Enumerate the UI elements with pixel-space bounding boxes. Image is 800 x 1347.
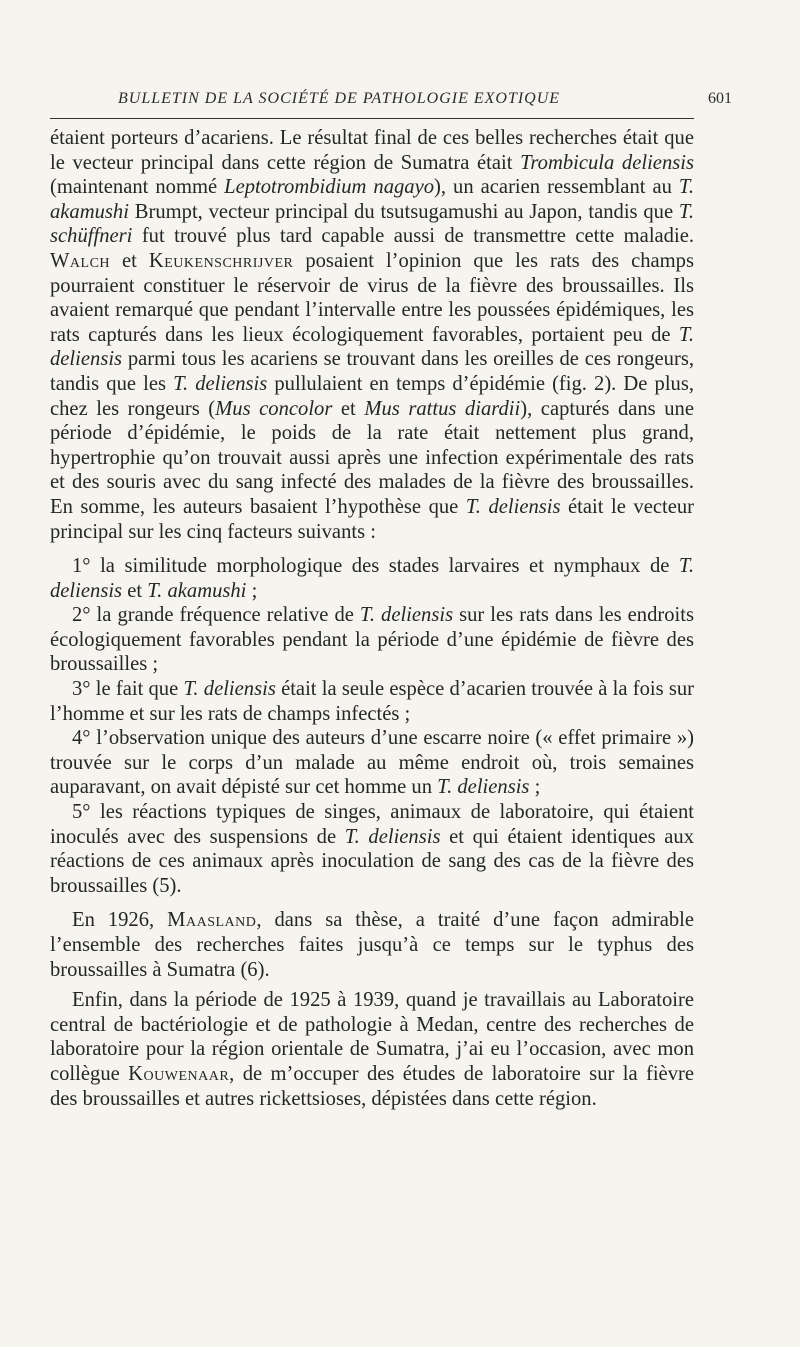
- italic-term: T. deliensis: [183, 678, 276, 701]
- text-run: et: [110, 249, 149, 272]
- paragraph: [50, 988, 694, 1111]
- text-run: et: [122, 579, 148, 602]
- text-run: et qui étaient identiques aux réactions de ces animaux après inoculation de sang des cas de la fièvre des broussailles (5).: [50, 825, 694, 897]
- italic-term: T. deliensis: [359, 604, 454, 627]
- text-run: 3° le fait que: [72, 678, 184, 701]
- text-run: et: [332, 397, 365, 420]
- italic-term: Mus concolor: [215, 397, 333, 420]
- italic-term: Trombicula deliensis: [520, 151, 694, 174]
- text-run: parmi tous les acariens se trouvant dans les oreilles de ces rongeurs, tandis que les: [50, 348, 694, 395]
- header-rule: [50, 118, 694, 119]
- text-run: sur les rats dans les endroits écologiquement favorables pendant la période d’une épidémie de fièvre des broussailles ;: [50, 604, 694, 676]
- italic-term: T. schüffneri: [50, 200, 694, 248]
- italic-term: T. deliensis: [50, 555, 694, 602]
- italic-term: Mus rattus diardii: [364, 397, 521, 420]
- list-item-4: [50, 726, 694, 800]
- list-item-5: [50, 800, 694, 898]
- text-run: , dans sa thèse, a traité d’une façon admirable l’ensemble des recherches faites jusqu’à ce temps sur le typhus des broussailles à Sumatra (6).: [50, 909, 694, 981]
- body-text: [50, 126, 694, 1111]
- text-run: était la seule espèce d’acarien trouvée à la fois sur l’homme et sur les rats de champs infectés ;: [50, 678, 694, 725]
- text-run: , de m’occuper des études de laboratoire sur la fièvre des broussailles et autres rickettsioses, dépistées dans cette région.: [50, 1062, 694, 1110]
- text-run: ;: [529, 776, 541, 799]
- italic-term: T. deliensis: [437, 776, 530, 799]
- text-run: Brumpt, vecteur principal du tsutsugamushi au Japon, tandis que: [128, 200, 679, 223]
- text-run: 2° la grande fréquence relative de: [72, 604, 360, 627]
- list-item-2: [50, 603, 694, 677]
- text-run: fut trouvé plus tard capable aussi de transmettre cette maladie.: [132, 225, 694, 248]
- list-item-1: [50, 554, 694, 603]
- author-name: Maasland: [167, 909, 257, 932]
- author-name: Keukenschrijver: [148, 249, 294, 272]
- text-run: Enfin, dans la période de 1925 à 1939, quand je travaillais au Laboratoire central de bactériologie et de pathologie à Medan, centre des recherches de laboratoire pour la région orientale de Sumatra, j’ai eu l’occasion, avec mon collègue: [50, 989, 694, 1085]
- italic-term: T. deliensis: [344, 825, 441, 848]
- italic-term: T. deliensis: [50, 323, 694, 371]
- text-run: était le vecteur principal sur les cinq facteurs suivants :: [50, 495, 694, 543]
- paragraph: [50, 908, 694, 982]
- text-run: (maintenant nommé: [50, 176, 225, 199]
- author-name: Kouwenaar: [128, 1062, 230, 1085]
- text-run: pullulaient en temps d’épidémie (fig. 2). De plus, chez les rongeurs (: [50, 372, 694, 420]
- text-run: 5° les réactions typiques de singes, animaux de laboratoire, qui étaient inoculés avec des suspensions de: [50, 801, 694, 848]
- paragraph: [50, 126, 694, 544]
- author-name: Walch: [50, 249, 111, 272]
- journal-title: BULLETIN DE LA SOCIÉTÉ DE PATHOLOGIE EXOTIQUE: [118, 90, 561, 107]
- text-run: ), un acarien ressemblant au: [434, 176, 679, 199]
- text-run: ), capturés dans une période d’épidémie, le poids de la rate était nettement plus grand, hypertrophie qu’on trouvait aussi après une infection expérimentale des rats et des souris avec du sang infecté des malades de la fièvre des broussailles. En somme, les auteurs basaient l’hypothèse que: [50, 397, 694, 518]
- italic-term: T. akamushi: [50, 176, 694, 223]
- text-run: En 1926,: [72, 909, 168, 932]
- italic-term: Leptotrombidium nagayo: [224, 176, 435, 199]
- list-item-3: [50, 677, 694, 726]
- text-run: étaient porteurs d’acariens. Le résultat final de ces belles recherches était que le vecteur principal dans cette région de Sumatra était: [50, 127, 694, 174]
- text-run: posaient l’opinion que les rats des champs pourraient constituer le réservoir de virus de la fièvre des broussailles. Ils avaient remarqué que pendant l’intervalle entre les poussées épidémiques, les rats capturés dans les lieux écologiquement favorables, portaient peu de: [50, 249, 694, 346]
- text-run: ;: [246, 579, 258, 602]
- italic-term: T. deliensis: [173, 372, 268, 395]
- text-run: 4° l’observation unique des auteurs d’une escarre noire (« effet primaire ») trouvée sur le corps d’un malade au même endroit où, trois semaines auparavant, on avait dépisté sur cet homme un: [50, 727, 694, 799]
- italic-term: T. akamushi: [147, 579, 247, 602]
- italic-term: T. deliensis: [465, 495, 561, 518]
- text-run: 1° la similitude morphologique des stades larvaires et nymphaux de: [72, 555, 679, 578]
- page-number: 601: [708, 90, 732, 107]
